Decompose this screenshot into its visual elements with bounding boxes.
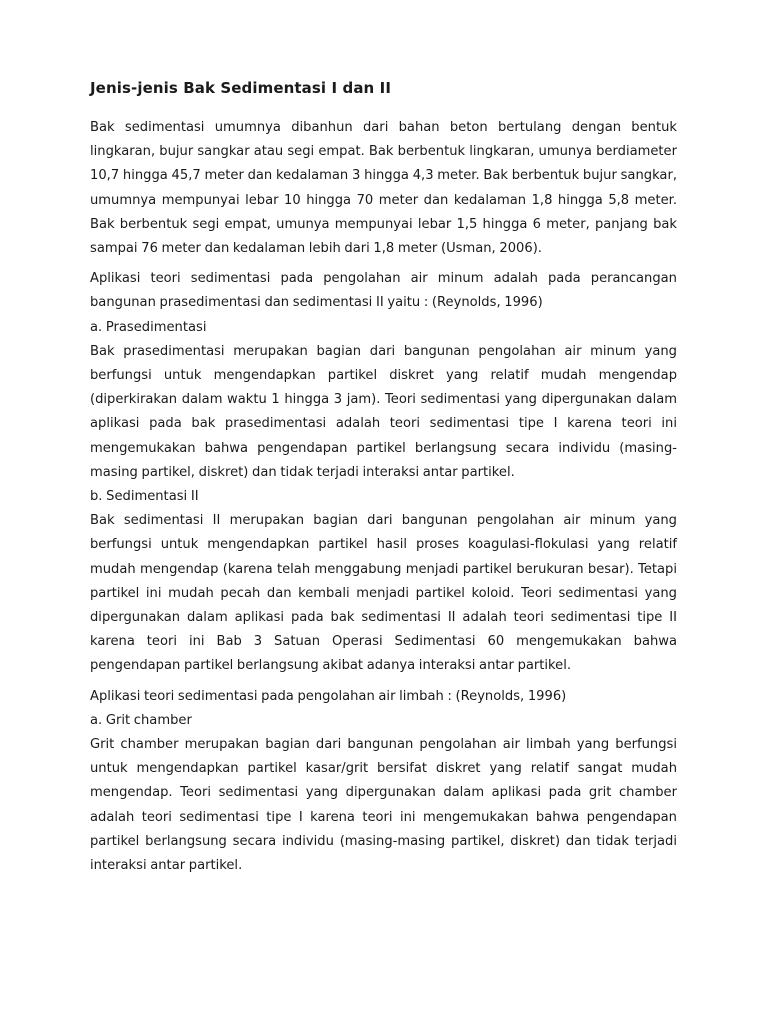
subheading-sedimentasi-ii: b. Sedimentasi II — [90, 489, 199, 505]
subheading-prasedimentasi: a. Prasedimentasi — [90, 319, 207, 335]
paragraph-aplikasi-air-minum: Aplikasi teori sedimentasi pada pengolahan air minum adalah pada perancangan bangunan prasedimentasi dan sedimentasi II yaitu : (Reynolds, 1996) — [90, 271, 677, 311]
document-page — [90, 78, 677, 878]
paragraph-grit-chamber: Grit chamber merupakan bagian dari bangunan pengolahan air limbah yang berfungsi untuk mengendapkan partikel kasar/grit bersifat diskret yang relatif sangat mudah mengendap. Teori sedimentasi yang dipergunakan dalam aplikasi pada grit chamber adalah teori sedimentasi tipe I karena teori ini mengemukakan bahwa pengendapan partikel berlangsung secara individu (masing-masing partikel, diskret) dan tidak terjadi interaksi antar partikel. — [90, 737, 677, 874]
paragraph-aplikasi-air-limbah: Aplikasi teori sedimentasi pada pengolahan air limbah : (Reynolds, 1996) — [90, 688, 567, 704]
subheading-grit-chamber: a. Grit chamber — [90, 712, 192, 728]
paragraph-bak-sedimentasi-dimensions: Bak sedimentasi umumnya dibanhun dari bahan beton bertulang dengan bentuk lingkaran, bujur sangkar atau segi empat. Bak berbentuk lingkaran, umunya berdiameter 10,7 hingga 45,7 meter dan kedalaman 3 hingga 4,3 meter. Bak berbentuk bujur sangkar, umumnya mempunyai lebar 10 hingga 70 meter dan kedalaman 1,8 hingga 5,8 meter. Bak berbentuk segi empat, umunya mempunyai lebar 1,5 hingga 6 meter, panjang bak sampai 76 meter dan kedalaman lebih dari 1,8 meter (Usman, 2006). — [90, 120, 677, 257]
paragraph-prasedimentasi: Bak prasedimentasi merupakan bagian dari bangunan pengolahan air minum yang berfungsi untuk mengendapkan partikel diskret yang relatif mudah mengendap (diperkirakan dalam waktu 1 hingga 3 jam). Teori sedimentasi yang dipergunakan dalam aplikasi pada bak prasedimentasi adalah teori sedimentasi tipe I karena teori ini mengemukakan bahwa pengendapan partikel berlangsung secara individu (masing-masing partikel, diskret) dan tidak terjadi interaksi antar partikel. — [90, 343, 677, 480]
paragraph-sedimentasi-ii: Bak sedimentasi II merupakan bagian dari bangunan pengolahan air minum yang berfungsi untuk mengendapkan partikel hasil proses koagulasi-flokulasi yang relatif mudah mengendap (karena telah menggabung menjadi partikel berukuran besar). Tetapi partikel ini mudah pecah dan kembali menjadi partikel koloid. Teori sedimentasi yang dipergunakan dalam aplikasi pada bak sedimentasi II adalah teori sedimentasi tipe II karena teori ini Bab 3 Satuan Operasi Sedimentasi 60 mengemukakan bahwa pengendapan partikel berlangsung akibat adanya interaksi antar partikel. — [90, 513, 677, 674]
document-title: Jenis-jenis Bak Sedimentasi I dan II — [90, 79, 392, 97]
